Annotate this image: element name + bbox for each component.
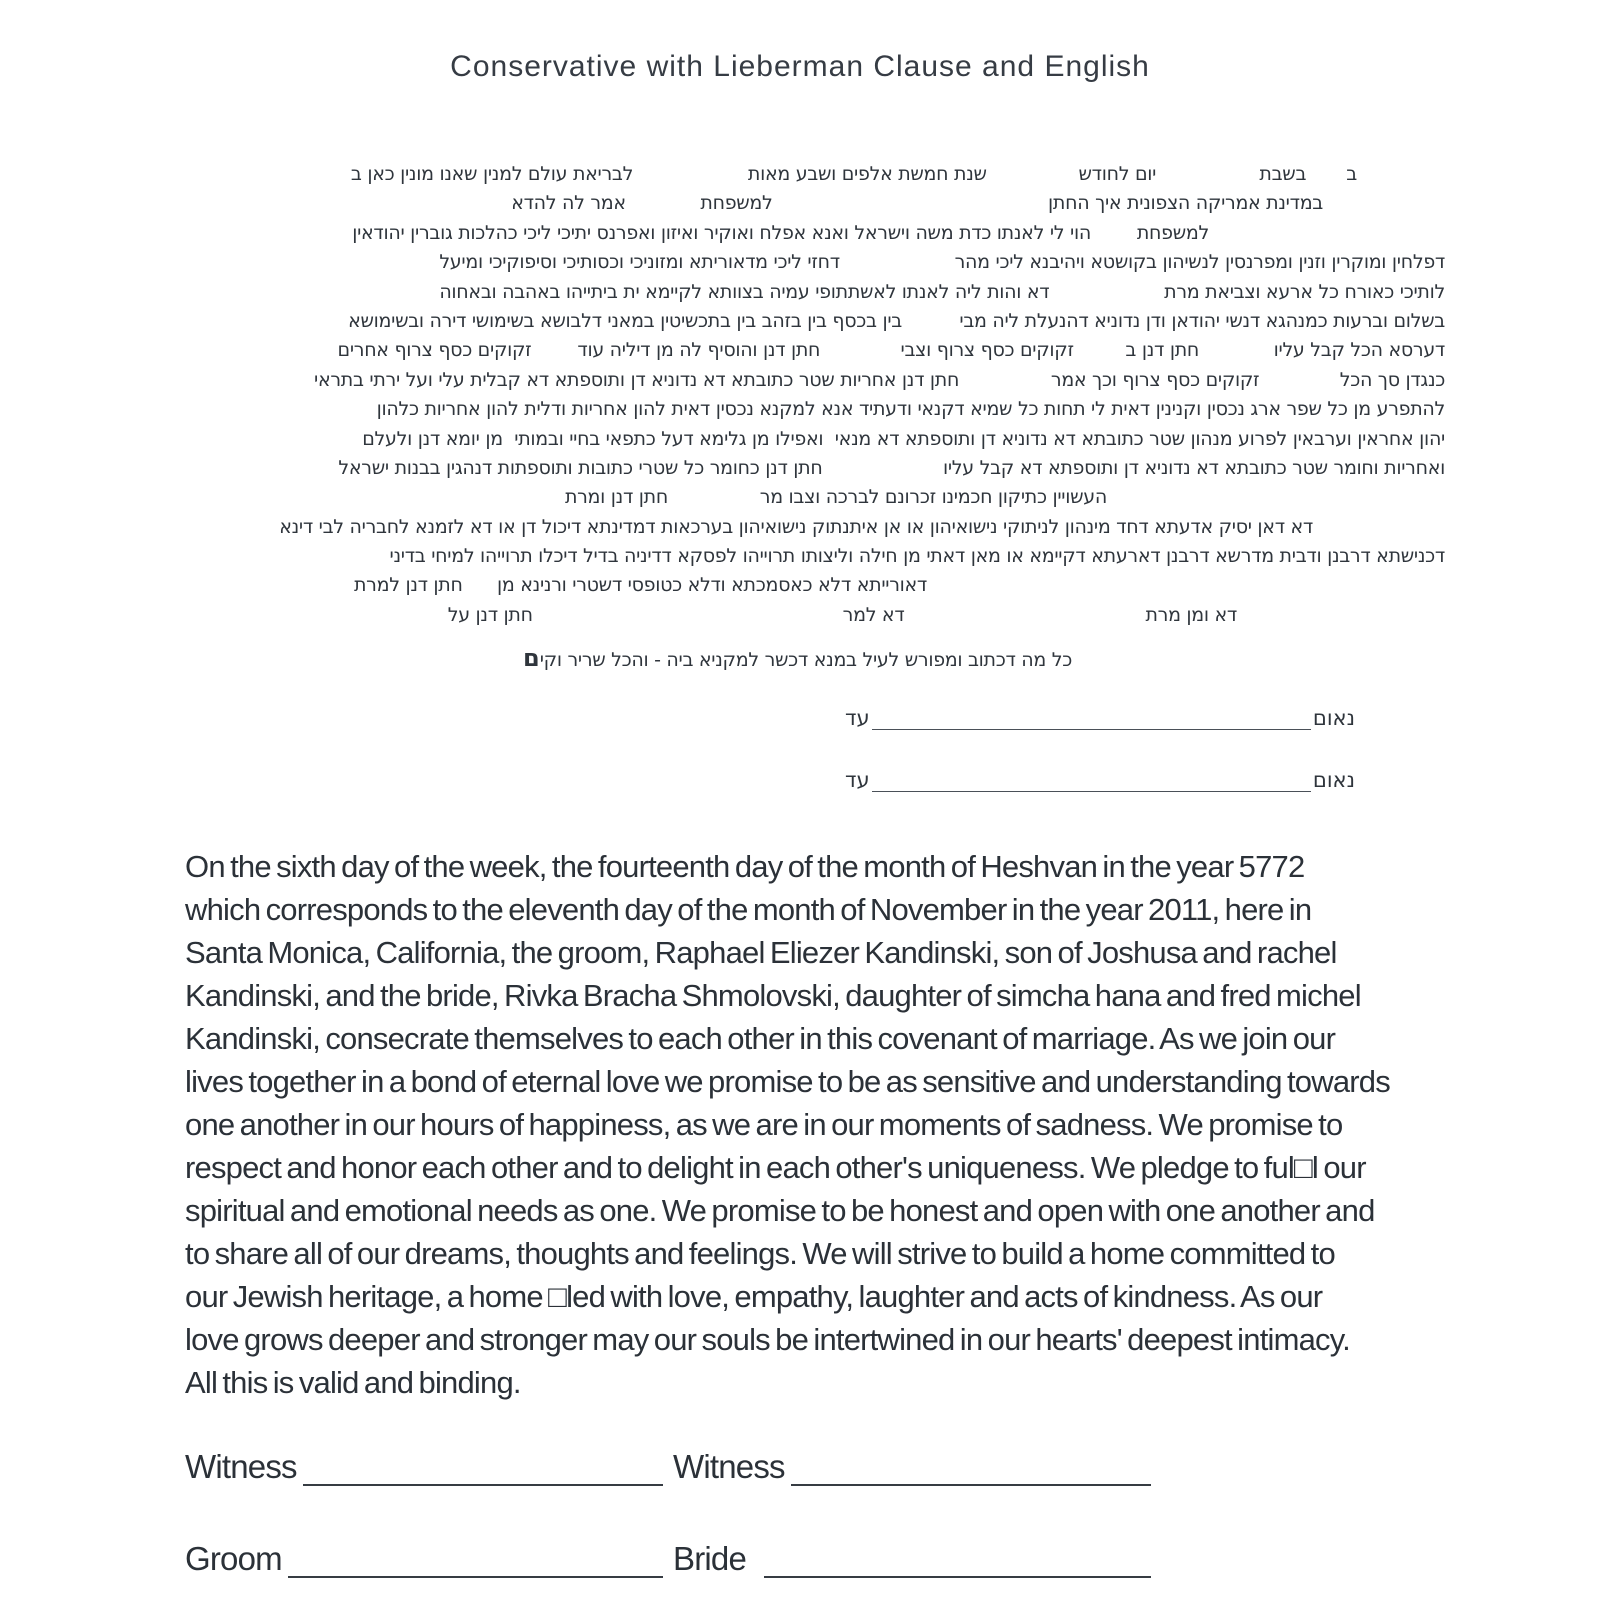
english-line: Santa Monica, California, the groom, Raphael Eliezer Kandinski, son of Joshusa and rachel (185, 935, 1337, 970)
witness2-signature-line (791, 1454, 1151, 1486)
english-line: spiritual and emotional needs as one. We promise to be honest and open with one another and (185, 1193, 1375, 1228)
witness-label: עד (845, 706, 870, 730)
hebrew-line: יהון אחראין וערבאין לפרוע מנהון שטר כתובתא דא נדוניא דן ותוספתא דא מנאי ואפילו מן גלימא דעל כתפאי בחיי ובמותי מן יומא דנן ולעלם (362, 427, 1445, 450)
hebrew-line: למשפחת הוי לי לאנתו כדת משה וישראל ואנא אפלח ואוקיר ואיזון ואפרנס יתיכי ליכי כהלכות גוברין יהודאין (352, 221, 1209, 244)
groom-label: Groom (185, 1540, 282, 1577)
hebrew-line: דא דאן יסיק אדעתא דחד מינהון לניתוקי נישואיהון או אן איתנתוק נישואיהון בערכאות דמדינתא דיכול דן או דא לזמנא לחבריה לבי דינא (279, 515, 1313, 538)
signer-label: נאום (1312, 706, 1355, 730)
witness-signature-row (185, 1448, 1400, 1486)
bride-signature-line (764, 1546, 1151, 1578)
hebrew-line: דא ומן מרת דא למר חתן דנן על (447, 603, 1237, 626)
hebrew-witness-signature-row (845, 762, 1355, 792)
english-line: one another in our hours of happiness, as we are in our moments of sadness. We promise to (185, 1107, 1343, 1142)
hebrew-line: לותיכי כאורח כל ארעא וצביאת מרת דא והות ליה לאנתו לאשתתופי עמיה בצוותא לקיימא ית ביתייהו באהבה ובאחוה (439, 280, 1445, 303)
hebrew-line: דכנישתא דרבנן ודבית מדרשא דרבנן דארעתא דקיימא או מאן דאתי מן חילה וליצותו תרוייהו לפסקא דדיניה בדיל דיכלו תרוייהו למיחי בדיני (389, 545, 1445, 568)
english-line: All this is valid and binding. (185, 1365, 521, 1400)
english-line: our Jewish heritage, a home □led with love, empathy, laughter and acts of kindness. As our (185, 1279, 1323, 1314)
page-title: Conservative with Lieberman Clause and English (450, 50, 1150, 83)
bride-cell (673, 1540, 1151, 1578)
english-line: to share all of our dreams, thoughts and feelings. We will strive to build a home committed to (185, 1236, 1335, 1271)
hebrew-line: ב בשבת יום לחודש שנת חמשת אלפים ושבע מאות לבריאת עולם למנין שאנו מונין כאן ב (350, 163, 1357, 185)
hebrew-line: במדינת אמריקה הצפונית איך החתן למשפחת אמר לה להדא (511, 192, 1323, 215)
signer-label: נאום (1312, 768, 1355, 792)
witness-signature-line (872, 767, 1311, 792)
english-line: which corresponds to the eleventh day of the month of November in the year 2011, here in (185, 892, 1312, 927)
witness2-cell (673, 1448, 1151, 1486)
groom-cell (185, 1540, 663, 1578)
hebrew-line: ואחריות וחומר שטר כתובתא דא נדוניא דן ותוספתא דא קבל עליו חתן דנן כחומר כל שטרי כתובות ותוספתות דנהגין בבנות ישראל (338, 456, 1445, 479)
hebrew-final-mem-glyph: ם (522, 644, 540, 673)
english-line: respect and honor each other and to delight in each other's uniqueness. We pledge to ful□l our (185, 1150, 1366, 1185)
witness-signature-line (872, 705, 1311, 730)
hebrew-line: העשויין כתיקון חכמינו זכרונם לברכה וצבו מר חתן דנן ומרת (564, 486, 1107, 509)
witness1-signature-line (303, 1454, 663, 1486)
hebrew-closing-line (150, 644, 1445, 675)
english-line: love grows deeper and stronger may our souls be intertwined in our hearts' deepest intimacy. (185, 1322, 1350, 1357)
english-line: On the sixth day of the week, the fourteenth day of the month of Heshvan in the year 5772 (185, 849, 1305, 884)
groom-signature-line (288, 1546, 663, 1578)
hebrew-line: דפלחין ומוקרין וזנין ומפרנסין לנשיהון בקושטא ויהיבנא ליכי מהר דחזי ליכי מדאוריתא ומזוניכי וכסותיכי וסיפוקיכי ומיעל (439, 251, 1445, 274)
groom-bride-signature-row (185, 1540, 1400, 1578)
hebrew-line: דאורייתא דלא כאסמכתא ודלא כטופסי דשטרי ורנינא מן חתן דנן למרת (353, 574, 927, 597)
witness2-label: Witness (673, 1448, 785, 1485)
bride-label: Bride (673, 1540, 747, 1577)
english-line: lives together in a bond of eternal love we promise to be as sensitive and understanding towards (185, 1064, 1390, 1099)
hebrew-text-block (150, 160, 1445, 676)
hebrew-witness-signature-row (845, 700, 1355, 730)
witness-label: עד (845, 768, 870, 792)
witness1-cell (185, 1448, 663, 1486)
english-line: Kandinski, consecrate themselves to each other in this covenant of marriage. As we join our (185, 1021, 1336, 1056)
hebrew-closing-text: כל מה דכתוב ומפורש לעיל במנא דכשר למקניא ביה - והכל שריר וקי (539, 649, 1073, 672)
english-text-block (185, 845, 1400, 1404)
hebrew-line: להתפרע מן כל שפר ארג נכסין וקנינין דאית לי תחות כל שמיא דקנאי ודעתיד אנא למקנא נכסין דאית להון אחריות ודלית להון אחריות כלהון (376, 398, 1445, 421)
hebrew-line: דערסא הכל קבל עליו חתן דנן ב זקוקים כסף צרוף וצבי חתן דנן והוסיף לה מן דיליה עוד זקוקים כסף צרוף אחרים (337, 339, 1445, 362)
english-line: Kandinski, and the bride, Rivka Bracha Shmolovski, daughter of simcha hana and fred michel (185, 978, 1361, 1013)
hebrew-line: כנגדן סך הכל זקוקים כסף צרוף וכך אמר חתן דנן אחריות שטר כתובתא דא נדוניא דן ותוספתא דא קבלית עלי ועל ירתי בתראי (314, 368, 1445, 391)
witness1-label: Witness (185, 1448, 297, 1485)
hebrew-line: בשלום וברעות כמנהגא דנשי יהודאן ודן נדוניא דהנעלת ליה מבי בין בכסף בין בזהב בין בתכשיטין במאני דלבושא בשימושי דירה ובשימושא (348, 309, 1445, 332)
